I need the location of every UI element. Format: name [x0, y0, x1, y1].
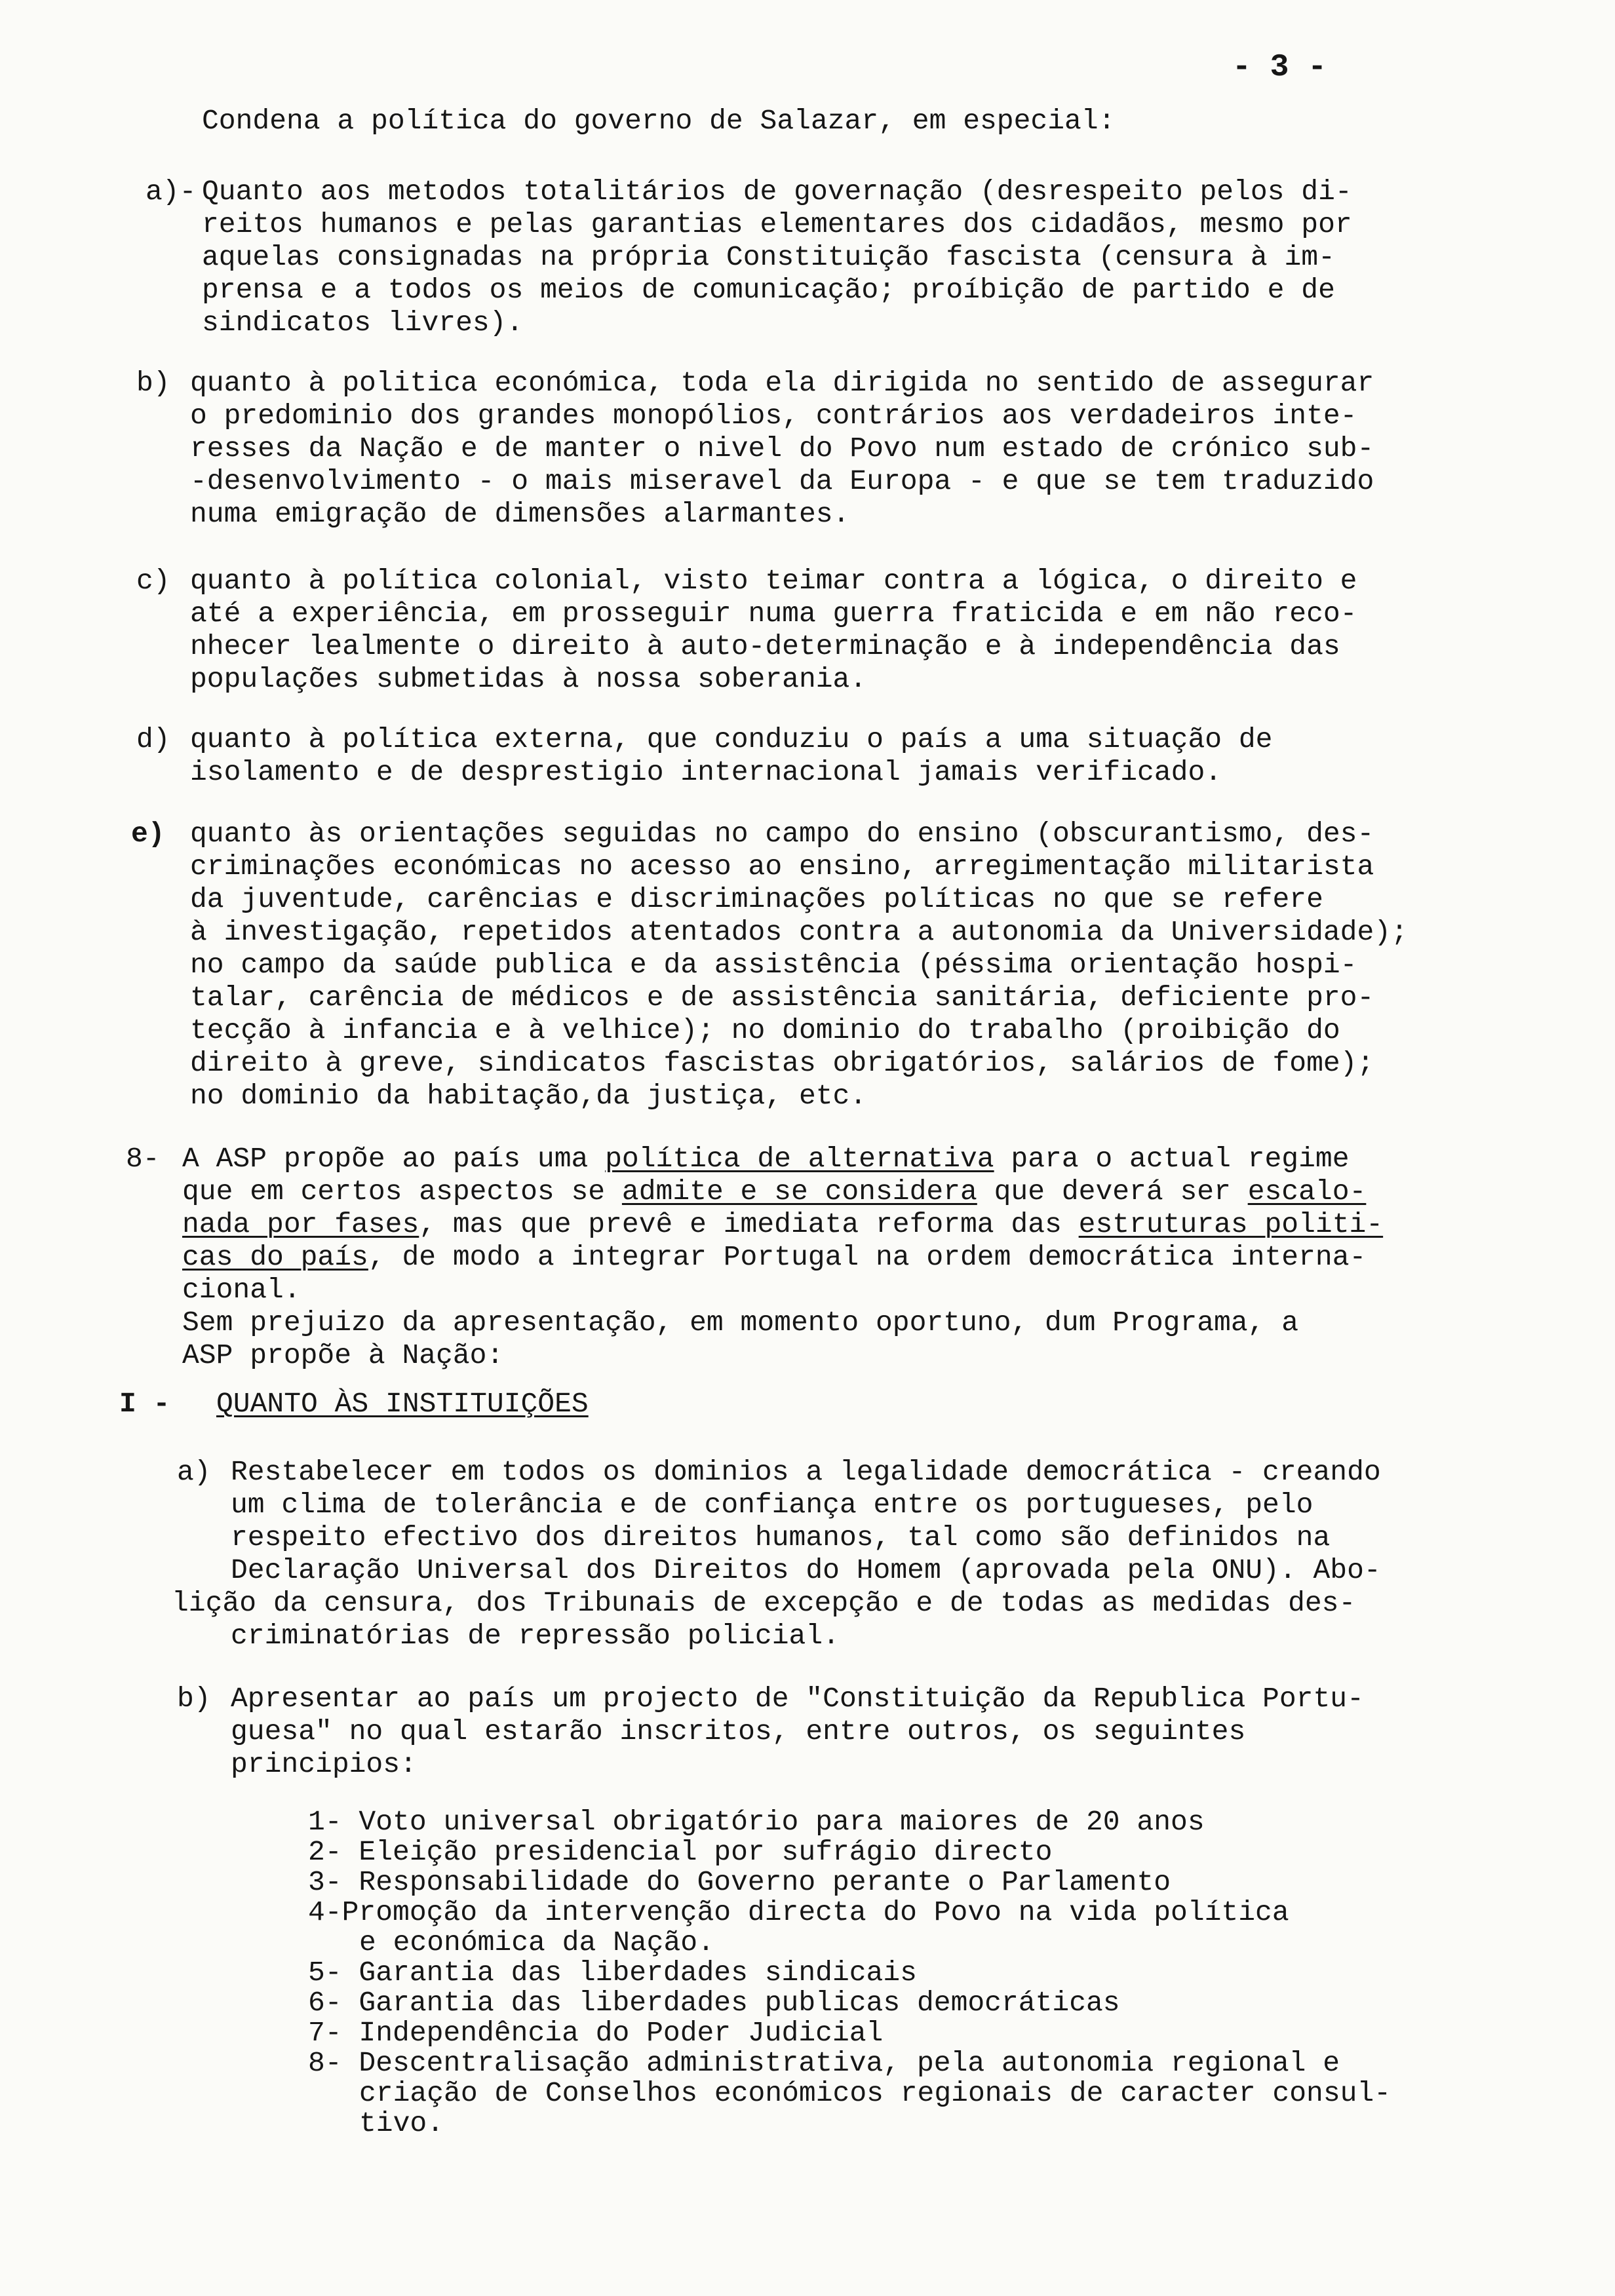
principle-number: 8- — [308, 2047, 342, 2079]
item-e-line: quanto às orientações seguidas no campo do ensino (obscurantismo, des- — [190, 818, 1374, 850]
principle-item — [308, 2018, 1553, 2048]
section-I-a-line: um clima de tolerância e de confiança entre os portugueses, pelo — [231, 1489, 1313, 1521]
item-d-line: quanto à política externa, que conduziu o país a uma situação de — [190, 723, 1273, 756]
principle-item — [308, 1988, 1553, 2018]
underlined-phrase: escalo- — [1247, 1176, 1367, 1208]
underlined-phrase: nada por fases — [182, 1208, 419, 1240]
item-e-line: à investigação, repetidos atentados contra a autonomia da Universidade); — [190, 916, 1408, 948]
section-8-line-6: Sem prejuizo da apresentação, em momento oportuno, dum Programa, a — [182, 1307, 1299, 1339]
item-b-line: resses da Nação e de manter o nivel do Povo num estado de crónico sub- — [190, 432, 1374, 465]
section-8-line-4 — [182, 1241, 1565, 1274]
principle-number: 4- — [308, 1896, 342, 1928]
section-I-b-line: guesa" no qual estarão inscritos, entre outros, os seguintes — [231, 1715, 1246, 1748]
principles-list — [308, 1807, 1553, 2139]
principle-text: Voto universal obrigatório para maiores de 20 anos — [359, 1806, 1205, 1838]
section-8-text: , de modo a integrar Portugal na ordem democrática interna- — [368, 1241, 1367, 1273]
item-e-line: direito à greve, sindicatos fascistas obrigatórios, salários de fome); — [190, 1047, 1374, 1079]
section-I-a-line: lição da censura, dos Tribunais de excepção e de todas as medidas des- — [172, 1587, 1356, 1619]
item-b-line: numa emigração de dimensões alarmantes. — [190, 498, 850, 530]
principle-item — [308, 1958, 1553, 1988]
section-I-roman: I - — [119, 1388, 170, 1420]
section-I-b-label: b) — [177, 1683, 211, 1715]
principle-text: Independência do Poder Judicial — [359, 2017, 884, 2049]
section-I-a-line: Declaração Universal dos Direitos do Homem (aprovada pela ONU). Abo- — [231, 1554, 1381, 1586]
intro-line: Condena a política do governo de Salazar, em especial: — [202, 105, 1116, 137]
section-8-line-5: cional. — [182, 1274, 301, 1306]
section-I-a-line: respeito efectivo dos direitos humanos, tal como são definidos na — [231, 1521, 1331, 1554]
section-8-line-2 — [182, 1176, 1565, 1208]
section-8-text: que deverá ser — [977, 1176, 1248, 1208]
item-a-line: prensa e a todos os meios de comunicação; proíbição de partido e de — [202, 274, 1335, 306]
item-c-line: quanto à política colonial, visto teimar contra a lógica, o direito e — [190, 565, 1357, 597]
item-e-paragraph — [190, 818, 1566, 1113]
item-e-line: no campo da saúde publica e da assistência (péssima orientação hospi- — [190, 949, 1357, 981]
principle-text: Promoção da intervenção directa do Povo na vida política — [341, 1896, 1289, 1928]
item-e-label: e) — [131, 818, 165, 850]
page-number: - 3 - — [1232, 50, 1327, 85]
principle-item — [308, 1898, 1553, 1928]
section-8-line-3 — [182, 1208, 1565, 1241]
section-8-text: para o actual regime — [994, 1143, 1350, 1175]
item-d-line: isolamento e de desprestigio internacional jamais verificado. — [190, 756, 1222, 788]
section-8-text: , mas que prevê e imediata reforma das — [419, 1208, 1079, 1240]
underlined-phrase: estruturas politi- — [1078, 1208, 1384, 1240]
principle-text: Descentralisação administrativa, pela autonomia regional e — [359, 2047, 1340, 2079]
underlined-phrase: admite e se considera — [621, 1176, 977, 1208]
item-e-line: da juventude, carências e discriminações políticas no que se refere — [190, 883, 1323, 915]
principle-number: 2- — [308, 1836, 342, 1868]
item-b-line: quanto à politica económica, toda ela dirigida no sentido de assegurar — [190, 367, 1374, 399]
principle-continuation: e económica da Nação. — [359, 1926, 714, 1959]
section-8-text: A ASP propõe ao país uma — [182, 1143, 606, 1175]
principle-text: Garantia das liberdades sindicais — [359, 1957, 917, 1989]
section-8-line-1 — [182, 1143, 1565, 1176]
underlined-phrase: política de alternativa — [605, 1143, 994, 1175]
item-b-label: b) — [136, 367, 170, 399]
item-b-paragraph — [190, 367, 1553, 531]
item-c-label: c) — [136, 565, 170, 597]
item-e-line: tecção à infancia e à velhice); no dominio do trabalho (proibição do — [190, 1014, 1340, 1046]
principle-item — [308, 1837, 1553, 1867]
principle-item — [308, 1807, 1553, 1837]
item-a-line: reitos humanos e pelas garantias elementares dos cidadãos, mesmo por — [202, 208, 1352, 240]
principle-number: 5- — [308, 1957, 342, 1989]
item-d-label: d) — [136, 723, 170, 756]
item-c-line: nhecer lealmente o direito à auto-determinação e à independência das — [190, 630, 1340, 662]
item-b-line: o predominio dos grandes monopólios, contrários aos verdadeiros inte- — [190, 400, 1357, 432]
item-a-paragraph — [202, 176, 1506, 339]
section-8-text: que em certos aspectos se — [182, 1176, 622, 1208]
item-e-line: talar, carência de médicos e de assistência sanitária, deficiente pro- — [190, 982, 1374, 1014]
section-8-label: 8- — [126, 1143, 160, 1175]
principle-text: Responsabilidade do Governo perante o Parlamento — [359, 1866, 1171, 1898]
principle-item — [308, 2048, 1553, 2078]
item-a-label: a)- — [146, 176, 197, 208]
item-c-line: populações submetidas à nossa soberania. — [190, 663, 867, 695]
principle-number: 1- — [308, 1806, 342, 1838]
principle-continuation: criação de Conselhos económicos regionais de caracter consul- — [359, 2077, 1391, 2109]
principle-item — [308, 1867, 1553, 1898]
item-c-paragraph — [190, 565, 1553, 696]
principle-number: 7- — [308, 2017, 342, 2049]
item-a-line: Quanto aos metodos totalitários de governação (desrespeito pelos di- — [202, 176, 1352, 208]
section-I-b-line: principios: — [231, 1748, 417, 1780]
underlined-phrase: cas do país — [182, 1241, 368, 1273]
principle-number: 3- — [308, 1866, 342, 1898]
item-c-line: até a experiência, em prosseguir numa guerra fraticida e em não reco- — [190, 598, 1357, 630]
section-I-a-line: criminatórias de repressão policial. — [231, 1620, 840, 1652]
section-I-a-paragraph — [172, 1456, 1568, 1653]
section-I-heading: QUANTO ÀS INSTITUIÇÕES — [216, 1388, 589, 1420]
section-I-a-line: Restabelecer em todos os dominios a legalidade democrática - creando — [231, 1456, 1381, 1488]
section-I-b-paragraph — [231, 1683, 1561, 1781]
principle-text: Eleição presidencial por sufrágio directo — [359, 1836, 1053, 1868]
section-8-line-7: ASP propõe à Nação: — [182, 1339, 504, 1371]
section-I-a-label: a) — [177, 1456, 211, 1488]
item-d-paragraph — [190, 723, 1553, 789]
item-b-line: -desenvolvimento - o mais miseravel da Europa - e que se tem traduzido — [190, 465, 1374, 497]
item-a-line: aquelas consignadas na própria Constituição fascista (censura à im- — [202, 241, 1335, 273]
item-a-line: sindicatos livres). — [202, 307, 524, 339]
principle-number: 6- — [308, 1987, 342, 2019]
item-e-line: no dominio da habitação,da justiça, etc. — [190, 1080, 867, 1112]
item-e-line: criminações económicas no acesso ao ensino, arregimentação militarista — [190, 851, 1374, 883]
section-8-paragraph — [182, 1143, 1565, 1372]
section-I-b-line: Apresentar ao país um projecto de "Constituição da Republica Portu- — [231, 1683, 1364, 1715]
principle-continuation: tivo. — [359, 2107, 444, 2139]
principle-text: Garantia das liberdades publicas democráticas — [359, 1987, 1120, 2019]
